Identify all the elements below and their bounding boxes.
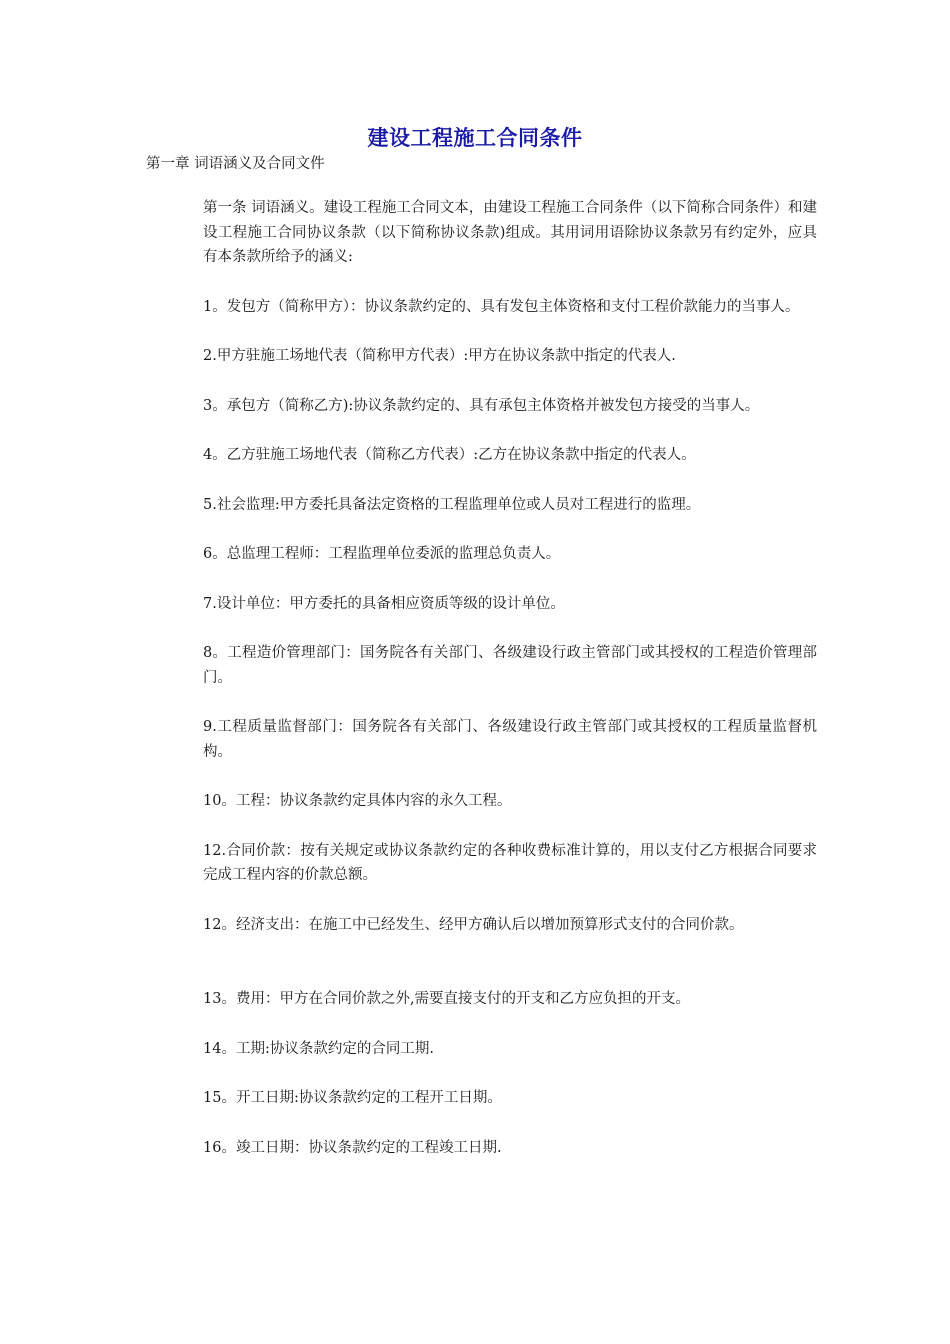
document-body	[203, 196, 817, 1160]
definition-item: 8。工程造价管理部门：国务院各有关部门、各级建设行政主管部门或其授权的工程造价管理部门。	[203, 645, 817, 686]
definition-item: 3。承包方（简称乙方):协议条款约定的、具有承包主体资格并被发包方接受的当事人。	[203, 397, 760, 414]
definition-item: 2.甲方驻施工场地代表（简称甲方代表）:甲方在协议条款中指定的代表人.	[203, 348, 676, 364]
definition-item: 9.工程质量监督部门：国务院各有关部门、各级建设行政主管部门或其授权的工程质量监督机构。	[203, 719, 817, 760]
definition-item: 10。工程：协议条款约定具体内容的永久工程。	[203, 793, 512, 809]
definition-item: 13。费用：甲方在合同价款之外,需要直接支付的开支和乙方应负担的开支。	[203, 991, 691, 1007]
definition-item: 14。工期:协议条款约定的合同工期.	[203, 1040, 434, 1057]
definition-item: 7.设计单位：甲方委托的具备相应资质等级的设计单位。	[203, 595, 565, 612]
definition-item: 12.合同价款：按有关规定或协议条款约定的各种收费标准计算的，用以支付乙方根据合同要求完成工程内容的价款总额。	[203, 842, 817, 883]
article-1-paragraph: 第一条 词语涵义。建设工程施工合同文本，由建设工程施工合同条件（以下简称合同条件）和建设工程施工合同协议条款（以下简称协议条款)组成。其用词用语除协议条款另有约定外，应具有本条款所给予的涵义:	[203, 200, 817, 265]
document-title: 建设工程施工合同条件	[367, 125, 583, 150]
definition-item: 1。发包方（简称甲方）：协议条款约定的、具有发包主体资格和支付工程价款能力的当事人。	[203, 298, 800, 315]
chapter-heading: 第一章 词语涵义及合同文件	[146, 156, 325, 172]
definition-item: 16。竣工日期：协议条款约定的工程竣工日期.	[203, 1139, 502, 1156]
definition-item: 5.社会监理:甲方委托具备法定资格的工程监理单位或人员对工程进行的监理。	[203, 496, 701, 513]
definition-item: 15。开工日期:协议条款约定的工程开工日期。	[203, 1090, 502, 1106]
definition-item: 12。经济支出：在施工中已经发生、经甲方确认后以增加预算形式支付的合同价款。	[203, 916, 744, 933]
definition-item: 6。总监理工程师：工程监理单位委派的监理总负责人。	[203, 546, 561, 562]
definition-item: 4。乙方驻施工场地代表（简称乙方代表）:乙方在协议条款中指定的代表人。	[203, 447, 696, 463]
